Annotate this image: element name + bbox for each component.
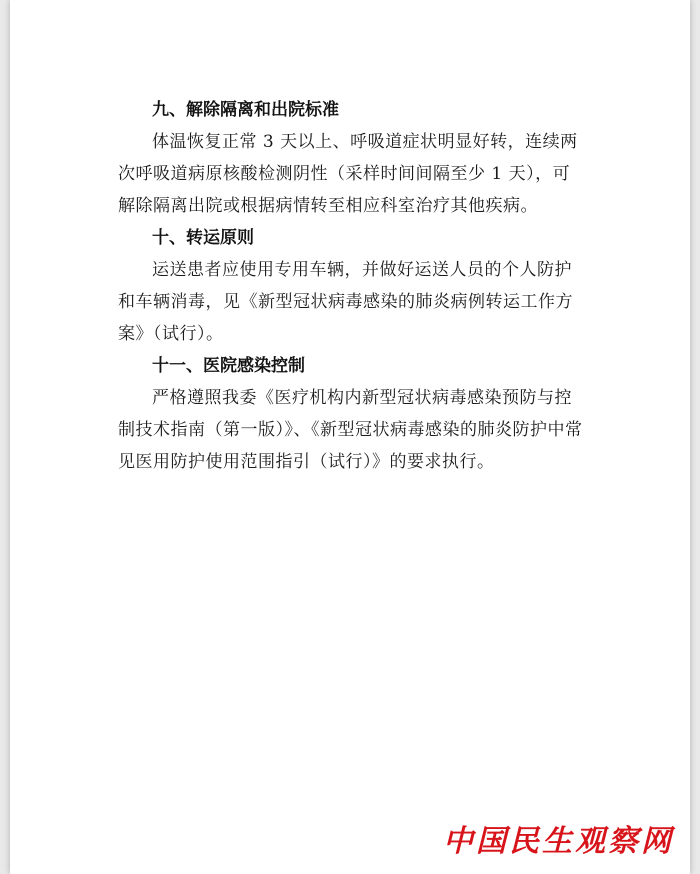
document-content [118,94,602,478]
paragraph-line: 运送患者应使用专用车辆，并做好运送人员的个人防护 [152,260,572,280]
paragraph-line: 制技术指南（第一版）》、《新型冠状病毒感染的肺炎防护中常 [118,420,583,440]
section-transfer-principles [118,222,602,350]
paragraph-line: 体温恢复正常 3 天以上、呼吸道症状明显好转，连续两 [152,132,578,152]
watermark-logo: 中国民生观察网 [443,824,674,859]
section-paragraph [118,382,602,478]
paragraph-line: 次呼吸道病原核酸检测阴性（采样时间间隔至少 1 天），可 [118,164,571,184]
paragraph-line: 案》（试行）。 [118,324,224,344]
section-heading: 十一、医院感染控制 [152,356,305,376]
paragraph-line: 见医用防护使用范围指引（试行）》的要求执行。 [118,452,495,472]
section-paragraph [118,126,602,222]
paragraph-line: 解除隔离出院或根据病情转至相应科室治疗其他疾病。 [118,196,538,216]
paragraph-line: 和车辆消毒，见《新型冠状病毒感染的肺炎病例转运工作方 [118,292,573,312]
section-discharge-criteria [118,94,602,222]
section-paragraph [118,254,602,350]
document-page [10,0,690,874]
section-infection-control [118,350,602,478]
paragraph-line: 严格遵照我委《医疗机构内新型冠状病毒感染预防与控 [152,388,572,408]
section-heading: 九、解除隔离和出院标准 [152,100,339,120]
section-heading: 十、转运原则 [152,228,254,248]
